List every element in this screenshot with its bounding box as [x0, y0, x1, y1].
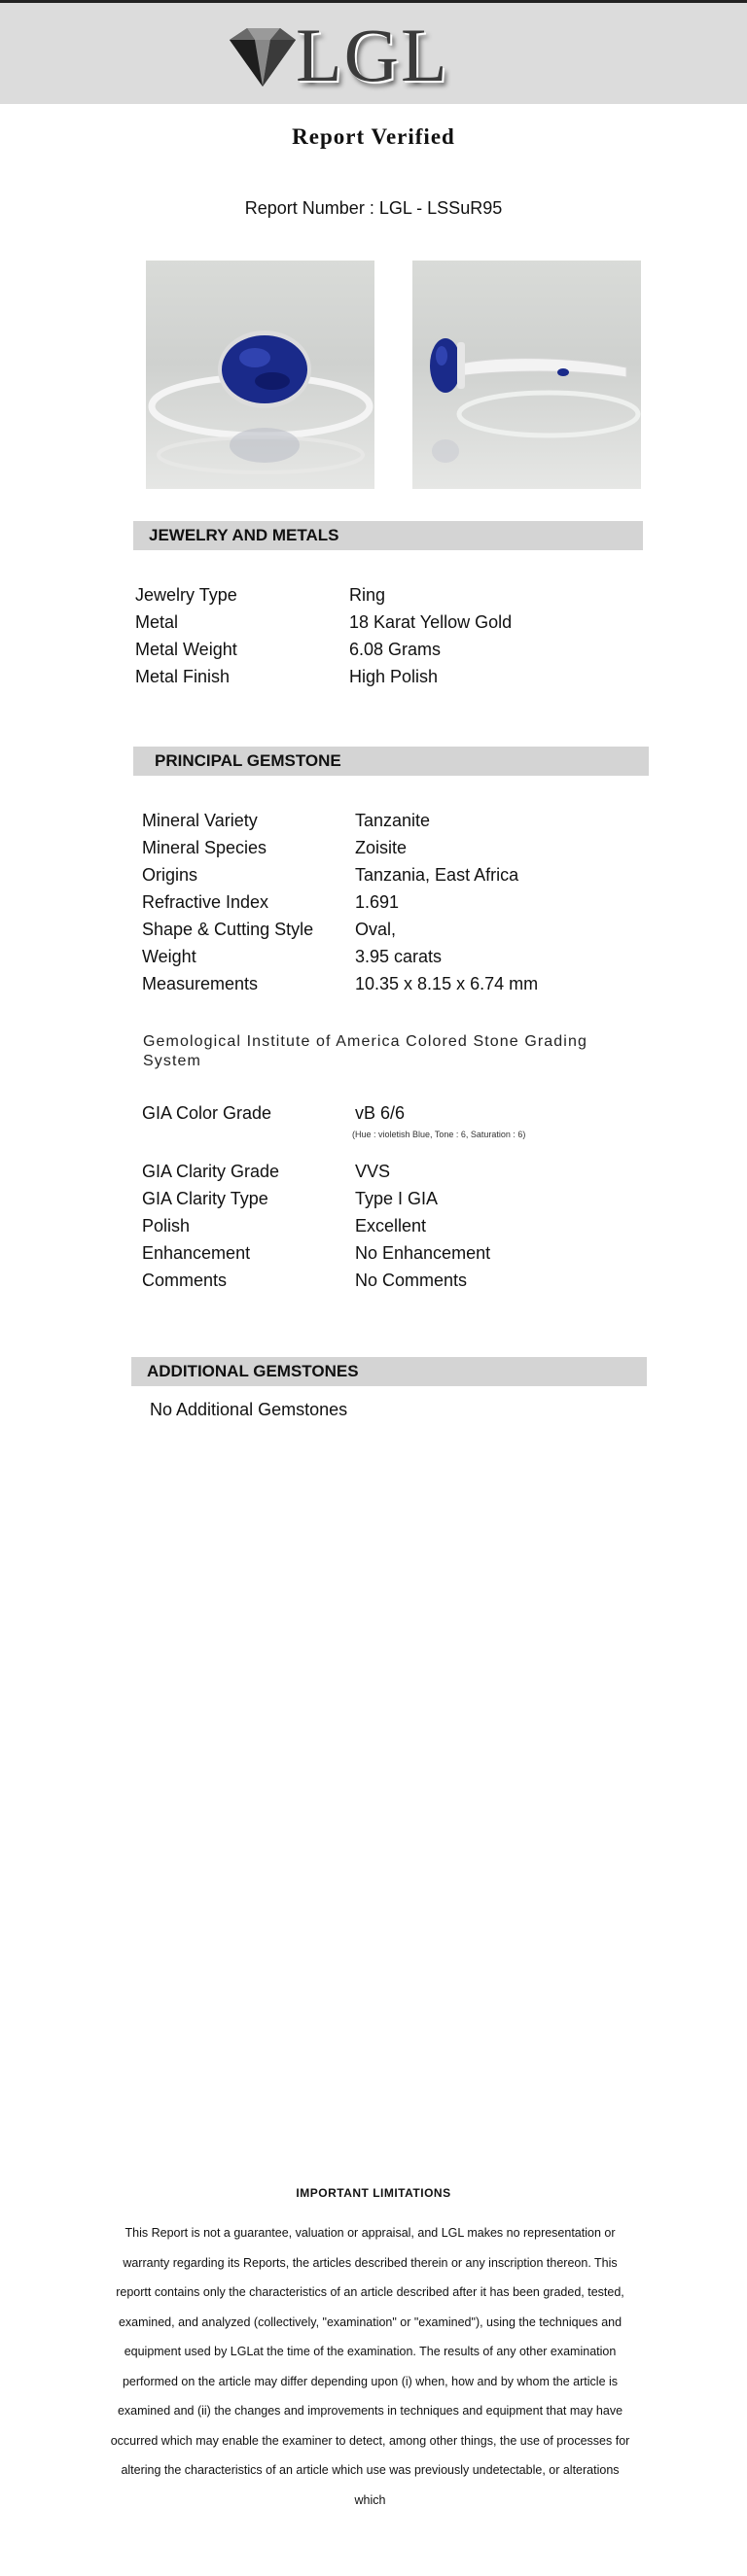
- detail-row: Comments No Comments: [142, 1271, 468, 1290]
- gia-color-grade-row: GIA Color Grade vB 6/6: [142, 1103, 406, 1123]
- limitations-text: This Report is not a guarantee, valuation or appraisal, and LGL makes no representation or warranty regarding its Reports, the articles described therein or any inscription thereon. This reportt contains only the characteristics of an article described after it has been graded, tested, examined, and analyzed (collectively, "examination" or "examined"), using the techniques and equipment used by LGLat the time of the examination. The results of any other examination performed on the article may differ depending upon (i) when, how and by whom the article is examined and (ii) the changes and improvements in techniques and equipment that may have occurred which may enable the examiner to detect, among other things, the use of processes for altering the characteristics of an article which use was previously undetectable, or alterations which: [110, 2226, 630, 2507]
- principal-details: [142, 807, 648, 997]
- detail-row: GIA Clarity Type Type I GIA: [142, 1189, 439, 1208]
- detail-row: GIA Clarity Grade VVS: [142, 1162, 391, 1181]
- detail-row: Enhancement No Enhancement: [142, 1243, 491, 1263]
- gia-details: [142, 1158, 648, 1294]
- section-heading-jewelry: JEWELRY AND METALS: [133, 521, 643, 550]
- report-number: Report Number : LGL - LSSuR95: [244, 198, 503, 218]
- ring-photo-top: [146, 261, 374, 489]
- logo-text: LGL: [296, 13, 449, 97]
- detail-row: Shape & Cutting Style Oval,: [142, 920, 397, 939]
- detail-row: Measurements 10.35 x 8.15 x 6.74 mm: [142, 974, 539, 993]
- detail-row: Weight 3.95 carats: [142, 947, 443, 966]
- page-title: Report Verified: [292, 124, 455, 149]
- section-heading-additional: ADDITIONAL GEMSTONES: [131, 1357, 647, 1386]
- diamond-icon: [226, 26, 298, 88]
- jewelry-details: [135, 581, 641, 690]
- color-grade-note: (Hue : violetish Blue, Tone : 6, Saturation : 6): [352, 1130, 526, 1139]
- limitations-heading: IMPORTANT LIMITATIONS: [296, 2186, 451, 2200]
- section-heading-principal: PRINCIPAL GEMSTONE: [133, 747, 649, 776]
- detail-row: Refractive Index 1.691: [142, 892, 400, 912]
- ring-photo-side: [412, 261, 641, 489]
- detail-row: Mineral Species Zoisite: [142, 838, 408, 857]
- gia-grading-system: Gemological Institute of America Colored Stone Grading System: [143, 1033, 587, 1069]
- lgl-logo: [226, 13, 479, 97]
- detail-row: Mineral Variety Tanzanite: [142, 811, 431, 830]
- detail-row: Metal Finish High Polish: [135, 667, 439, 686]
- no-additional-gemstones: No Additional Gemstones: [150, 1400, 348, 1419]
- detail-row: Origins Tanzania, East Africa: [142, 865, 519, 885]
- detail-row: Polish Excellent: [142, 1216, 427, 1236]
- header-bar: [0, 0, 747, 104]
- detail-row: Metal Weight 6.08 Grams: [135, 640, 442, 659]
- detail-row: Jewelry Type Ring: [135, 585, 386, 605]
- detail-row: Metal 18 Karat Yellow Gold: [135, 612, 513, 632]
